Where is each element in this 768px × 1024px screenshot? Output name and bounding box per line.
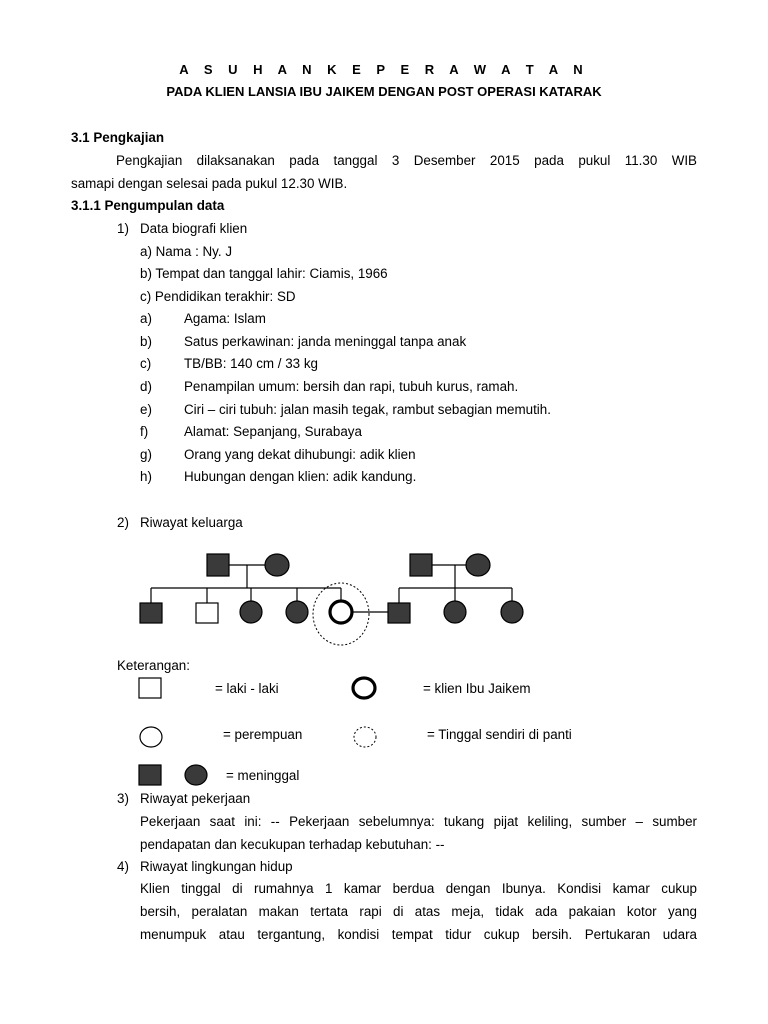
item2-label: Riwayat keluarga	[140, 515, 243, 530]
bio-list-text: Alamat: Sepanjang, Surabaya	[184, 424, 362, 439]
sibling-deceased-male	[140, 603, 162, 623]
client-ibu-jaikem	[330, 601, 352, 623]
husband-deceased-male	[388, 603, 410, 623]
sibling-deceased-female	[286, 601, 308, 623]
bio-list-letter: a)	[140, 311, 152, 326]
legend-female-symbol	[140, 727, 162, 747]
bio-list-letter: f)	[140, 424, 149, 439]
sibling-living-male	[196, 603, 218, 623]
lingkungan-line1: Klien tinggal di rumahnya 1 kamar berdua dengan Ibunya. Kondisi kamar cukup	[140, 881, 697, 896]
grandmother2-deceased-female	[466, 554, 490, 576]
section-heading-3-1-1: 3.1.1 Pengumpulan data	[71, 198, 225, 213]
document-subtitle: PADA KLIEN LANSIA IBU JAIKEM DENGAN POST OPERASI KATARAK	[166, 84, 602, 99]
legend-deceased-female-symbol	[185, 765, 207, 785]
legend-male-label: = laki - laki	[215, 681, 279, 696]
legend-title: Keterangan:	[117, 658, 190, 673]
pengkajian-para-line1: Pengkajian dilaksanakan pada tanggal 3 Desember 2015 pada pukul 11.30 WIB	[116, 153, 697, 168]
bio-list-text: Orang yang dekat dihubungi: adik klien	[184, 447, 416, 462]
legend-male-symbol	[139, 678, 161, 698]
bio-nama: a) Nama : Ny. J	[140, 244, 233, 259]
legend-alone-symbol	[354, 727, 376, 747]
item1-label: Data biografi klien	[140, 221, 248, 236]
legend-client-label: = klien Ibu Jaikem	[423, 681, 531, 696]
item3-number: 3)	[117, 791, 129, 806]
bio-list-letter: e)	[140, 402, 152, 417]
in-law-deceased-female	[444, 601, 466, 623]
bio-pendidikan: c) Pendidikan terakhir: SD	[140, 289, 296, 304]
bio-list-text: Penampilan umum: bersih dan rapi, tubuh kurus, ramah.	[184, 379, 519, 394]
bio-list-text: Hubungan dengan klien: adik kandung.	[184, 469, 417, 484]
legend-deceased-label: = meninggal	[226, 768, 300, 783]
bio-list-letter: d)	[140, 379, 152, 394]
bio-list-text: Ciri – ciri tubuh: jalan masih tegak, rambut sebagian memutih.	[184, 402, 551, 417]
document-title: A S U H A N K E P E R A W A T A N	[179, 62, 589, 77]
bio-tempat-lahir: b) Tempat dan tanggal lahir: Ciamis, 1966	[140, 266, 388, 281]
item1-number: 1)	[117, 221, 129, 236]
grandfather-deceased-male	[207, 554, 229, 576]
legend-female-label: = perempuan	[223, 727, 303, 742]
pengkajian-para-line2: samapi dengan selesai pada pukul 12.30 WIB.	[71, 176, 348, 191]
legend-deceased-male-symbol	[139, 765, 161, 785]
item2-number: 2)	[117, 515, 129, 530]
legend-alone-label: = Tinggal sendiri di panti	[427, 727, 572, 742]
item4-label: Riwayat lingkungan hidup	[140, 859, 293, 874]
bio-list-letter: c)	[140, 356, 152, 371]
bio-list-letter: g)	[140, 447, 152, 462]
lingkungan-line3: menumpuk atau tergantung, kondisi tempat tidur cukup bersih. Pertukaran udara	[140, 927, 697, 942]
sibling-deceased-female	[240, 601, 262, 623]
lingkungan-line2: bersih, peralatan makan tertata rapi di atas meja, tidak ada pakaian kotor yang	[140, 904, 697, 919]
grandmother-deceased-female	[265, 554, 289, 576]
in-law-deceased-female	[501, 601, 523, 623]
item4-number: 4)	[117, 859, 129, 874]
pekerjaan-line1: Pekerjaan saat ini: -- Pekerjaan sebelumnya: tukang pijat keliling, sumber – sumber	[140, 814, 697, 829]
bio-list-letter: b)	[140, 334, 152, 349]
pekerjaan-line2: pendapatan dan kecukupan terhadap kebutuhan: --	[140, 837, 445, 852]
section-heading-3-1: 3.1 Pengkajian	[71, 130, 165, 145]
bio-list-text: Satus perkawinan: janda meninggal tanpa anak	[184, 334, 467, 349]
bio-list-text: Agama: Islam	[184, 311, 266, 326]
item3-label: Riwayat pekerjaan	[140, 791, 251, 806]
bio-list-letter: h)	[140, 469, 152, 484]
legend-client-symbol	[353, 678, 375, 698]
bio-list-text: TB/BB: 140 cm / 33 kg	[184, 356, 318, 371]
grandfather2-deceased-male	[410, 554, 432, 576]
